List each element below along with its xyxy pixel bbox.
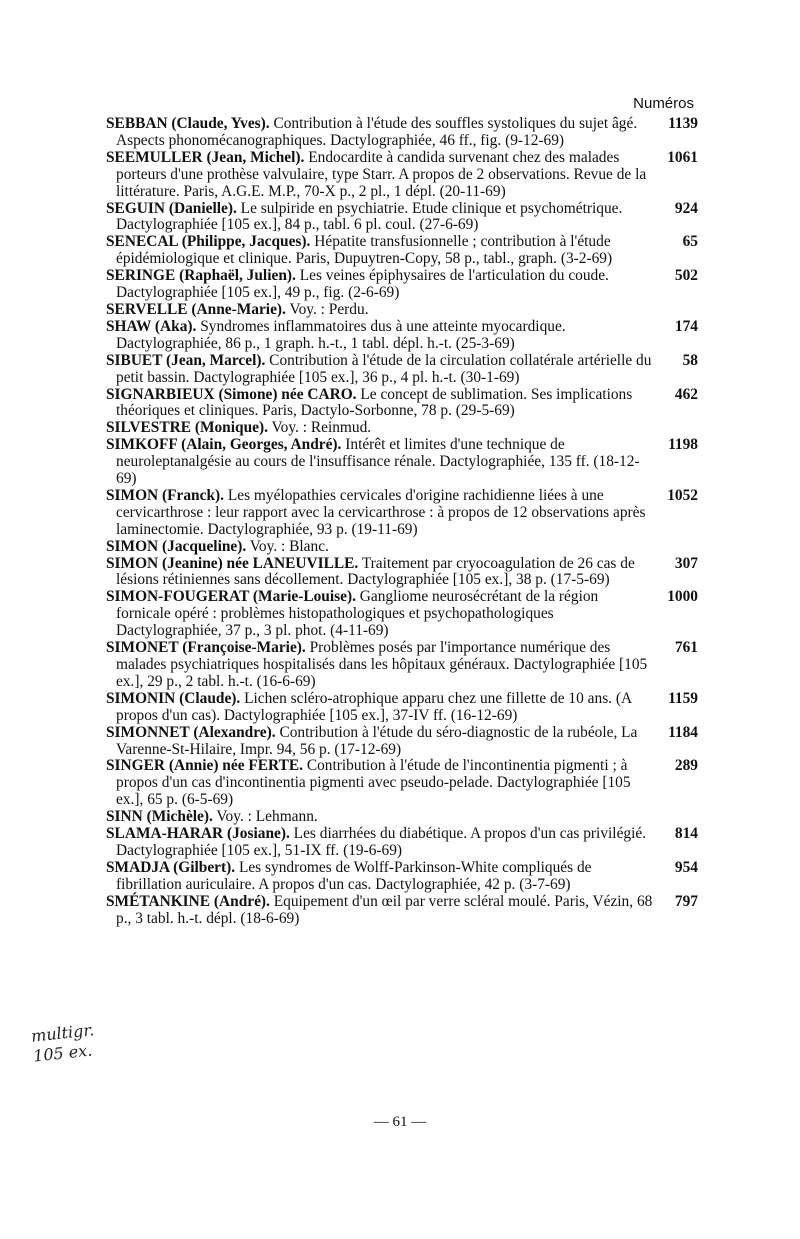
entry-row <box>106 486 698 539</box>
entry-body <box>106 825 656 860</box>
bibliography-entry <box>106 640 698 691</box>
bibliography-entry <box>106 539 698 556</box>
author-name: SERINGE (Raphaël, Julien). <box>106 267 296 285</box>
author-name: SIMON (Jeanine) née LANEUVILLE. <box>106 554 359 572</box>
author-name: SINN (Michèle). <box>106 808 213 826</box>
entry-body <box>106 892 656 928</box>
entry-text: Syndromes inflammatoires dus à une atteinte myocardique. Dactylographiée, 86 p., 1 graph. h.-t., 1 tabl. dépl. h.-t. (25-3-69) <box>116 317 566 352</box>
author-name: SIMONIN (Claude). <box>106 689 241 707</box>
entry-body <box>106 300 369 319</box>
entry-number: 289 <box>674 757 698 775</box>
entry-text: Contribution à l'étude du séro-diagnostic de la rubéole, La Varenne-St-Hilaire, Impr. 94, 56 p. (17-12-69) <box>116 723 638 758</box>
entry-text: Hépatite transfusionnelle ; contribution à l'étude épidémiologique et clinique. Paris, Dupuytren-Copy, 58 p., tabl., graph. (3-2-69) <box>116 233 613 268</box>
bibliography-entry <box>106 387 698 421</box>
bibliography-entry <box>106 488 698 539</box>
entry-row <box>106 858 698 894</box>
bibliography-entry <box>106 420 698 437</box>
margin-note-line-2: 105 ex. <box>32 1040 94 1066</box>
author-name: SIBUET (Jean, Marcel). <box>106 351 266 369</box>
author-name: SINGER (Annie) née FERTE. <box>106 757 303 775</box>
entry-text: Le sulpiride en psychiatrie. Etude clinique et psychométrique. Dactylographiée [105 ex.], 84 p., tabl. 6 pl. coul. (27-6-69) <box>116 199 623 234</box>
entry-text: Voy. : Perdu. <box>285 300 369 318</box>
entry-number: 1000 <box>667 588 698 606</box>
entry-row <box>106 436 698 488</box>
entry-body <box>106 115 656 150</box>
entry-body <box>106 808 318 826</box>
entry-text: Intérêt et limites d'une technique de neuroleptanalgésie au cours de l'insuffisance rénale. Dactylographiée, 135 ff. (18-12-69) <box>116 436 640 488</box>
bibliography-entry <box>106 894 698 928</box>
entry-row <box>106 825 698 860</box>
entry-text: Equipement d'un œil par verre scléral moulé. Paris, Vézin, 68 p., 3 tabl. h.-t. dépl. (18-6-69) <box>116 892 653 927</box>
handwritten-margin-note <box>30 1017 124 1066</box>
entry-body <box>106 757 656 809</box>
entry-row <box>106 300 698 319</box>
entry-number: 814 <box>674 825 698 843</box>
entry-row <box>106 639 698 691</box>
entry-number: 462 <box>674 385 698 403</box>
entry-body <box>106 858 656 894</box>
entry-number: 58 <box>682 351 698 369</box>
margin-note-line-1: multigr. <box>30 1020 96 1046</box>
entry-number: 954 <box>674 858 698 876</box>
entry-row <box>106 537 698 556</box>
entry-number: 502 <box>674 267 698 285</box>
entry-row <box>106 588 698 640</box>
entry-number: 1198 <box>668 436 698 454</box>
entry-body <box>106 267 656 302</box>
bibliography-entry <box>106 319 698 353</box>
entry-number: 1184 <box>668 723 698 741</box>
bibliography-entry <box>106 234 698 268</box>
bibliography-entry <box>106 691 698 725</box>
entry-text: Les diarrhées du diabétique. A propos d'un cas privilégié. Dactylographiée [105 ex.], 51-IX ff. (19-6-69) <box>116 825 647 859</box>
entry-body <box>106 199 656 235</box>
entry-row <box>106 351 698 387</box>
entry-number: 797 <box>674 892 698 910</box>
entry-number: 307 <box>674 554 698 572</box>
bibliography-entry <box>106 201 698 235</box>
entry-body <box>106 385 656 421</box>
bibliography-entry <box>106 150 698 201</box>
entry-body <box>106 419 372 437</box>
entry-number: 761 <box>674 639 698 657</box>
entry-body <box>106 317 656 353</box>
entry-text: Voy. : Reinmud. <box>267 419 372 437</box>
author-name: SIMON-FOUGERAT (Marie-Louise). <box>106 588 356 606</box>
bibliography-entry <box>106 589 698 640</box>
author-name: SMADJA (Gilbert). <box>106 858 236 876</box>
bibliography-entry <box>106 268 698 302</box>
entry-row <box>106 199 698 235</box>
author-name: SIMON (Jacqueline). <box>106 537 247 555</box>
entry-row <box>106 892 698 928</box>
entry-row <box>106 148 698 201</box>
entry-body <box>106 486 656 539</box>
bibliography-entry <box>106 809 698 826</box>
entry-body <box>106 351 656 387</box>
entry-text: Les myélopathies cervicales d'origine rachidienne liées à une cervicarthrose : leur rapport avec la cervicarthrose : à propos de 12 observations après laminectomie. Dactylographiée, 93 p. (19-11-69) <box>116 486 646 538</box>
bibliography-entry <box>106 437 698 488</box>
author-name: SERVELLE (Anne-Marie). <box>106 300 286 318</box>
entry-body <box>106 723 656 759</box>
entry-row <box>106 233 698 268</box>
entry-number: 174 <box>674 317 698 335</box>
entry-text: Problèmes posés par l'importance numérique des malades psychiatriques hospitalisés dans les hôpitaux généraux. Dactylographiée [105 ex.], 29 p., 2 tabl. h.-t. (16-6-69) <box>116 639 648 690</box>
entry-body <box>106 639 656 691</box>
entry-text: Les veines épiphysaires de l'articulation du coude. Dactylographiée [105 ex.], 49 p., fig. (2-6-69) <box>116 267 609 302</box>
entry-list <box>106 116 698 928</box>
bibliography-entry <box>106 860 698 894</box>
entry-body <box>106 436 656 488</box>
author-name: SILVESTRE (Monique). <box>106 419 268 437</box>
author-name: SLAMA-HARAR (Josiane). <box>106 825 290 843</box>
entry-body <box>106 588 656 640</box>
entry-text: Voy. : Lehmann. <box>212 808 318 826</box>
column-header: Numéros <box>633 95 694 112</box>
bibliography-entry <box>106 826 698 860</box>
entry-text: Gangliome neurosécrétant de la région fornicale opéré : problèmes histopathologiques et psychopathologiques Dactylographiée, 37 p., 3 pl. phot. (4-11-69) <box>116 588 599 640</box>
page-number: — 61 — <box>373 1114 427 1130</box>
author-name: SIMONNET (Alexandre). <box>106 723 276 741</box>
bibliography-entry <box>106 725 698 759</box>
author-name: SEBBAN (Claude, Yves). <box>106 115 270 132</box>
entry-body <box>106 537 329 556</box>
author-name: SIMKOFF (Alain, Georges, André). <box>106 436 342 454</box>
entry-text: Contribution à l'étude de la circulation collatérale artérielle du petit bassin. Dactylographiée [105 ex.], 36 p., 4 pl. h.-t. (30-1-69) <box>116 351 652 386</box>
entry-row <box>106 689 698 725</box>
entry-text: Le concept de sublimation. Ses implications théoriques et cliniques. Paris, Dactylo-Sorbonne, 78 p. (29-5-69) <box>116 385 633 420</box>
entry-row <box>106 554 698 590</box>
entry-text: Voy. : Blanc. <box>246 537 329 555</box>
author-name: SHAW (Aka). <box>106 317 197 335</box>
bibliography-entry <box>106 556 698 590</box>
entry-text: Contribution à l'étude de l'incontinentia pigmenti ; à propos d'un cas d'incontinentia pigmenti avec pseudo-pelade. Dactylographiée [105 ex.], 65 p. (6-5-69) <box>116 757 631 809</box>
author-name: SIGNARBIEUX (Simone) née CARO. <box>106 385 357 403</box>
entry-text: Contribution à l'étude des souffles systoliques du sujet âgé. Aspects phonomécanographiques. Dactylographiée, 46 ff., fig. (9-12-69) <box>116 115 638 149</box>
author-name: SEGUIN (Danielle). <box>106 199 237 217</box>
entry-number: 65 <box>682 233 698 251</box>
entry-row <box>106 317 698 353</box>
entry-text: Les syndromes de Wolff-Parkinson-White compliqués de fibrillation auriculaire. A propos d'un cas. Dactylographiée, 42 p. (3-7-69) <box>116 858 592 893</box>
bibliography-entry <box>106 758 698 809</box>
entry-row <box>106 808 698 826</box>
entry-number: 1061 <box>667 148 698 166</box>
entry-number: 1139 <box>668 115 698 132</box>
entry-number: 1159 <box>668 689 698 707</box>
author-name: SIMONET (Françoise-Marie). <box>106 639 306 657</box>
entry-number: 1052 <box>667 486 698 504</box>
entry-number: 924 <box>674 199 698 217</box>
author-name: SENECAL (Philippe, Jacques). <box>106 233 311 251</box>
entry-body <box>106 148 656 201</box>
entry-body <box>106 233 656 268</box>
entry-text: Endocardite à candida survenant chez des malades porteurs d'une prothèse valvulaire, type Starr. A propos de 2 observations. Revue de la littérature. Paris, A.G.E. M.P., 70-X p., 2 pl., 1 dépl. (20-11-69) <box>116 148 647 200</box>
entry-row <box>106 757 698 809</box>
entry-row <box>106 723 698 759</box>
entry-text: Traitement par cryocoagulation de 26 cas de lésions rétiniennes sans décollement. Dactylographiée [105 ex.], 38 p. (17-5-69) <box>116 554 635 589</box>
author-name: SMÉTANKINE (André). <box>106 892 270 910</box>
entry-row <box>106 267 698 302</box>
entry-row <box>106 385 698 421</box>
author-name: SEEMULLER (Jean, Michel). <box>106 148 305 166</box>
entry-body <box>106 689 656 725</box>
entry-row <box>106 419 698 437</box>
bibliography-entry <box>106 302 698 319</box>
entry-text: Lichen scléro-atrophique apparu chez une fillette de 10 ans. (A propos d'un cas). Dactylographiée [105 ex.], 37-IV ff. (16-12-69) <box>116 689 632 724</box>
author-name: SIMON (Franck). <box>106 486 224 504</box>
bibliography-entry <box>106 116 698 150</box>
bibliography-entry <box>106 353 698 387</box>
entry-body <box>106 554 656 590</box>
entry-row <box>106 115 698 150</box>
